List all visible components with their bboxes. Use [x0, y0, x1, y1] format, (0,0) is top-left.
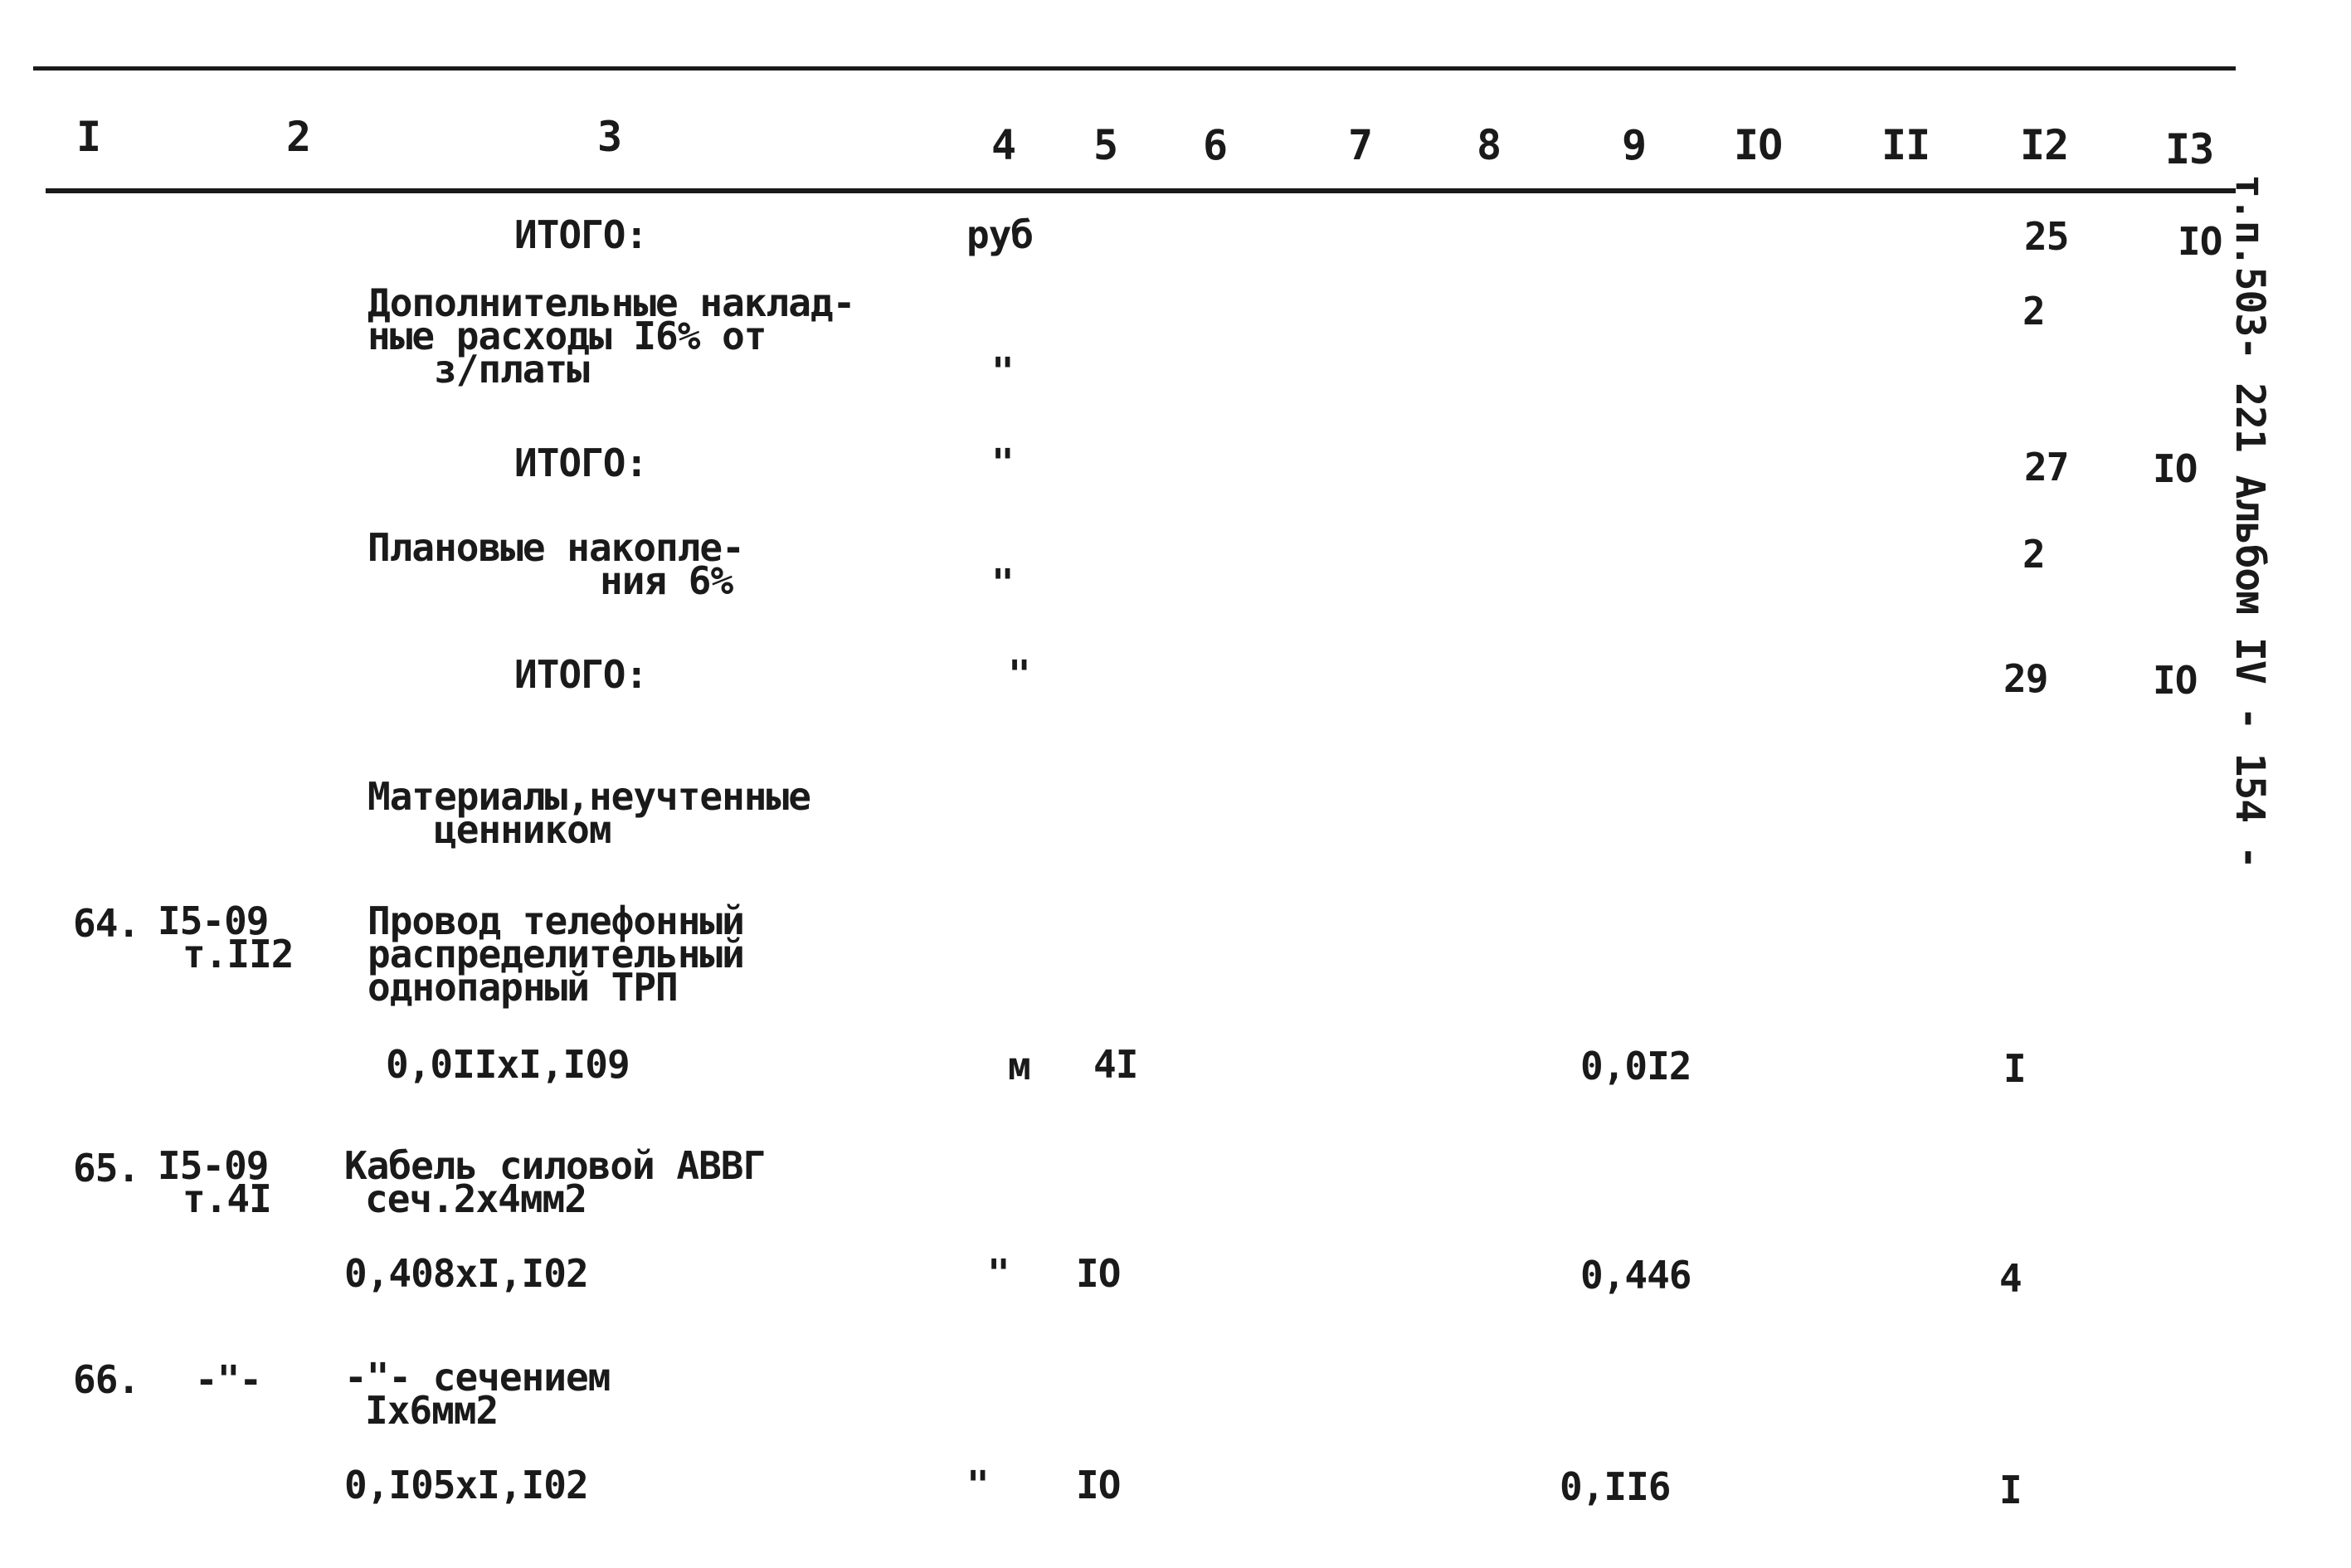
unit-cell: ": [991, 561, 1014, 606]
top-rule: [33, 66, 2236, 71]
col9-value: 0,II6: [1560, 1464, 1671, 1509]
item-description: Провод телефонный распределительный однопарный ТРП: [367, 898, 744, 1010]
calc-formula: 0,408xI,I02: [344, 1251, 588, 1296]
item-number: 64.: [73, 901, 140, 946]
price-code: I5-09 т.4I: [158, 1143, 271, 1221]
amount-rub: 27: [2024, 445, 2069, 489]
row-label: ИТОГО:: [514, 441, 648, 485]
item-number: 65.: [73, 1146, 140, 1191]
quantity-cell: IO: [1076, 1463, 1121, 1507]
amount-rub: 25: [2024, 214, 2069, 259]
amount-rub: 29: [2003, 656, 2048, 701]
col-header-4: 4: [991, 121, 1016, 169]
calc-formula: 0,0IIxI,I09: [386, 1042, 630, 1087]
side-note: т.п.503- 221 Альбом IV - 154 -: [2227, 174, 2273, 869]
amount-rub: I: [2003, 1046, 2026, 1091]
col-header-3: 3: [597, 113, 622, 161]
row-label: ИТОГО:: [514, 652, 648, 697]
unit-cell: ": [987, 1251, 1010, 1296]
calc-formula: 0,I05xI,I02: [344, 1463, 588, 1507]
section-heading: Материалы,неучтенные ценником: [367, 774, 810, 852]
row-label: Дополнительные наклад- ные расходы I6% от з/платы: [367, 280, 855, 392]
col-header-9: 9: [1622, 121, 1647, 169]
unit-cell: ": [966, 1463, 989, 1507]
unit-cell: м: [1008, 1044, 1030, 1088]
col-header-10: IO: [1734, 121, 1783, 169]
amount-rub: 2: [2022, 532, 2045, 577]
unit-cell: ": [991, 349, 1014, 394]
quantity-cell: IO: [1076, 1251, 1121, 1296]
item-number: 66.: [73, 1357, 140, 1402]
amount-rub: I: [1999, 1468, 2022, 1512]
col-header-13: I3: [2165, 125, 2214, 173]
col-header-6: 6: [1203, 121, 1228, 169]
quantity-cell: 4I: [1093, 1042, 1138, 1087]
col-header-7: 7: [1348, 121, 1373, 169]
unit-cell: руб: [966, 212, 1034, 257]
price-code: I5-09 т.II2: [158, 898, 294, 976]
col9-value: 0,0I2: [1580, 1044, 1691, 1088]
row-label: Плановые накопле- ния 6%: [367, 525, 744, 603]
item-description: Кабель силовой АВВГ сеч.2х4мм2: [344, 1143, 766, 1221]
col-header-12: I2: [2020, 121, 2069, 169]
col-header-1: I: [76, 113, 101, 161]
unit-cell: ": [1008, 652, 1030, 697]
amount-kop: IO: [2153, 446, 2198, 491]
unit-cell: ": [991, 441, 1014, 485]
amount-kop: IO: [2178, 219, 2222, 264]
amount-rub: 4: [1999, 1256, 2022, 1301]
row-label: ИТОГО:: [514, 212, 648, 257]
item-description: -"- сечением Iх6мм2: [344, 1355, 611, 1433]
col-header-8: 8: [1477, 121, 1502, 169]
amount-kop: IO: [2153, 658, 2198, 703]
header-rule: [46, 188, 2236, 193]
col9-value: 0,446: [1580, 1253, 1691, 1298]
col-header-11: II: [1881, 121, 1930, 169]
amount-rub: 2: [2022, 289, 2045, 334]
price-code: -"-: [195, 1357, 262, 1402]
col-header-5: 5: [1093, 121, 1118, 169]
col-header-2: 2: [286, 113, 311, 161]
